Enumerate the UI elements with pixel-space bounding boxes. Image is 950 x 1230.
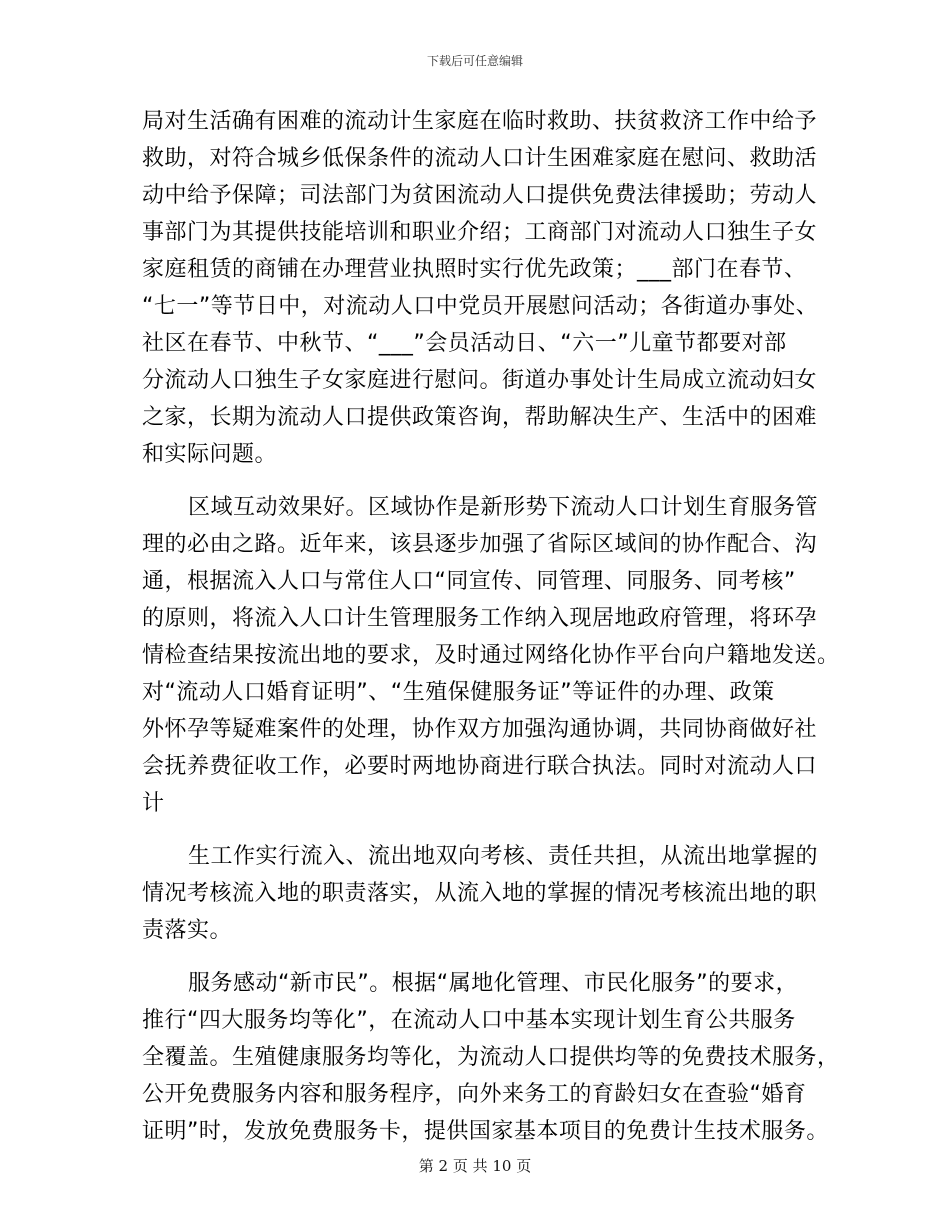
document-body [142, 103, 840, 1150]
text-line: 之家，长期为流动人口提供政策咨询，帮助解决生产、生活中的困难 [142, 405, 818, 430]
text-line: 公开免费服务内容和服务程序，向外来务工的育龄妇女在查验“婚育 [142, 1082, 807, 1107]
text-line: 对“流动人口婚育证明”、“生殖保健服务证”等证件的办理、政策 [142, 680, 775, 705]
text-line: 会抚养费征收工作，必要时两地协商进行联合执法。同时对流动人口 [142, 754, 818, 779]
paragraph [142, 489, 840, 822]
text-line: 区域互动效果好。区域协作是新形势下流动人口计划生育服务管 [188, 495, 819, 520]
text-line: 责落实。 [142, 918, 233, 943]
text-line: 动中给予保障；司法部门为贫困流动人口提供免费法律援助；劳动人 [142, 183, 818, 208]
text-line: 全覆盖。生殖健康服务均等化，为流动人口提供均等的免费技术服务， [142, 1045, 840, 1070]
paragraph [142, 838, 819, 949]
text-line: 计 [142, 791, 165, 816]
text-line: “七一”等节日中，对流动人口中党员开展慰问活动；各街道办事处、 [142, 294, 819, 319]
text-line: 理的必由之路。近年来，该县逐步加强了省际区域间的协作配合、沟 [142, 532, 818, 557]
text-line: 分流动人口独生子女家庭进行慰问。街道办事处计生局成立流动妇女 [142, 368, 818, 393]
text-line: 救助，对符合城乡低保条件的流动人口计生困难家庭在慰问、救助活 [142, 146, 818, 171]
text-line: 情况考核流入地的职责落实，从流入地的掌握的情况考核流出地的职 [142, 881, 818, 906]
paragraph [142, 965, 840, 1150]
text-line: 局对生活确有困难的流动计生家庭在临时救助、扶贫救济工作中给予 [142, 109, 818, 134]
paragraph [142, 103, 819, 473]
text-line: 推行“四大服务均等化”，在流动人口中基本实现计划生育公共服务 [142, 1008, 796, 1033]
text-line: 和实际问题。 [142, 442, 278, 467]
text-line: 的原则，将流入人口计生管理服务工作纳入现居地政府管理，将环孕 [142, 606, 818, 631]
page-number: 第 2 页 共 10 页 [418, 1157, 532, 1175]
text-line: 通，根据流入人口与常住人口“同宣传、同管理、同服务、同考核” [142, 569, 796, 594]
page-header: 下载后可任意编辑 [426, 54, 523, 68]
text-line: 事部门为其提供技能培训和职业介绍；工商部门对流动人口独生子女 [142, 220, 818, 245]
text-line: 外怀孕等疑难案件的处理，协作双方加强沟通协调，共同协商做好社 [142, 717, 818, 742]
text-line: 证明”时，发放免费服务卡，提供国家基本项目的免费计生技术服务。 [142, 1119, 829, 1144]
text-line: 社区在春节、中秋节、“___”会员活动日、“六一”儿童节都要对部 [142, 331, 787, 356]
text-line: 服务感动“新市民”。根据“属地化管理、市民化服务”的要求， [188, 971, 799, 996]
text-line: 生工作实行流入、流出地双向考核、责任共担，从流出地掌握的 [188, 844, 819, 869]
text-line: 家庭租赁的商铺在办理营业执照时实行优先政策；___部门在春节、 [142, 257, 807, 282]
text-line: 情检查结果按流出地的要求，及时通过网络化协作平台向户籍地发送。 [142, 643, 840, 668]
